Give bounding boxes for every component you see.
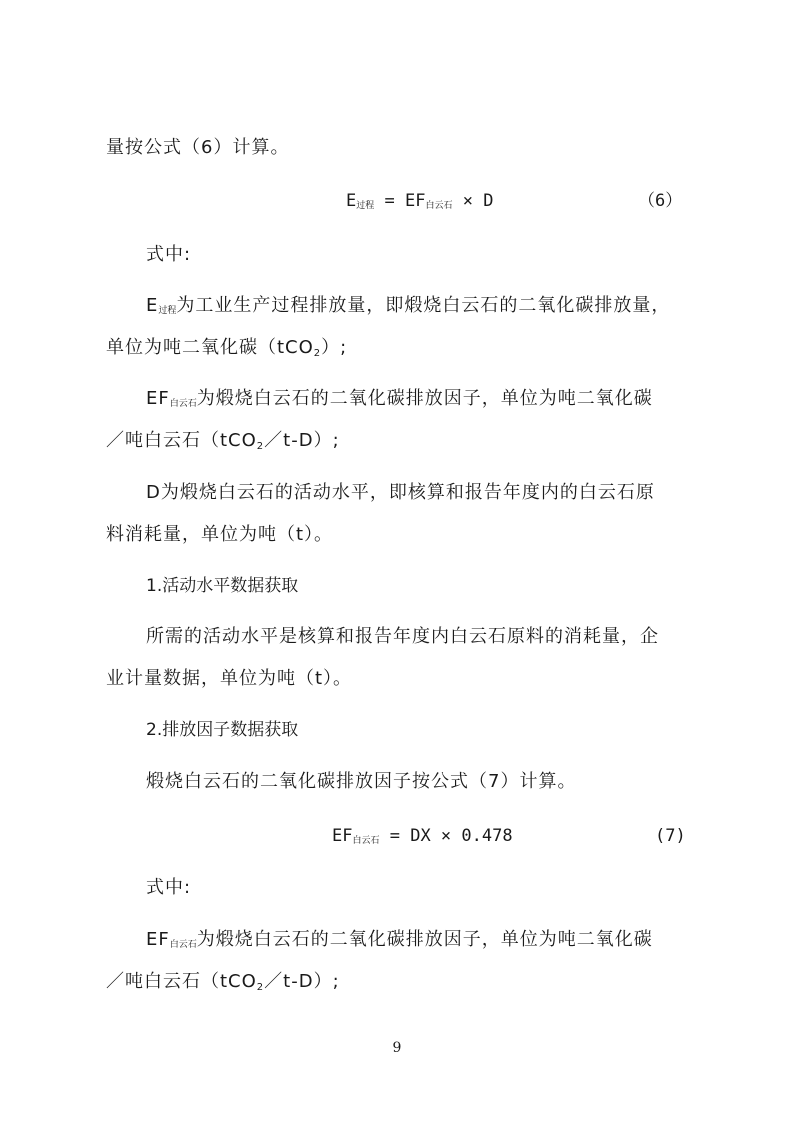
definition-text: 单位为吨二氧化碳（tCO [106,337,314,358]
where-label: 式中: [146,877,192,898]
formula-symbol: E [346,191,357,211]
formula-subscript: 白云石 [425,201,453,211]
formula-rest: × D [452,191,494,211]
definition-d-line1: D为煅烧白云石的活动水平，即核算和报告年度内的白云石原 [146,482,655,503]
paragraph-intro: 量按公式（6）计算。 [106,137,290,158]
section-heading-activity: 1.活动水平数据获取 [146,576,299,596]
paragraph-activity-line2: 业计量数据，单位为吨（t）。 [106,668,353,689]
paragraph-activity-line1: 所需的活动水平是核算和报告年度内白云石原料的消耗量，企 [146,626,659,647]
formula-subscript: 白云石 [352,836,380,846]
symbol: EF [146,929,170,950]
symbol-subscript: 白云石 [169,399,197,409]
definition-text: 为工业生产过程排放量，即煅烧白云石的二氧化碳排放量， [176,295,671,316]
formula-7 [332,824,513,853]
formula-symbol: EF [332,826,353,846]
formula-6 [346,189,493,218]
formula-rest: = DX × 0.478 [379,826,513,846]
chem-subscript: 2 [256,982,265,993]
where-label: 式中: [146,244,192,265]
page-number: 9 [392,1040,402,1056]
definition-text: 为煅烧白云石的二氧化碳排放因子，单位为吨二氧化碳 [196,929,653,950]
definition-text: ）; [321,337,348,358]
chem-subscript: 2 [313,348,322,359]
definition-ef-line1 [146,928,653,957]
definition-ef-line2 [106,429,340,459]
definition-e-process-line2 [106,336,347,366]
definition-text: ／吨白云石（tCO [106,971,257,992]
definition-text: 为煅烧白云石的二氧化碳排放因子，单位为吨二氧化碳 [196,388,653,409]
section-heading-factor: 2.排放因子数据获取 [146,720,299,740]
definition-ef-line2 [106,970,340,1000]
definition-ef-line1 [146,387,653,416]
definition-e-process-line1 [146,294,670,323]
formula-6-number: （6） [638,191,683,211]
formula-symbol: EF [404,191,426,211]
definition-text: ／t-D）; [264,430,340,451]
symbol-subscript: 白云石 [169,940,197,950]
symbol: E [146,295,159,316]
definition-d-line2: 料消耗量，单位为吨（t）。 [106,524,334,545]
definition-text: ／吨白云石（tCO [106,430,257,451]
formula-7-number: (7) [655,826,686,846]
symbol: EF [146,388,170,409]
formula-operator: = [374,191,405,211]
formula-subscript: 过程 [356,201,375,211]
chem-subscript: 2 [256,441,265,452]
symbol-subscript: 过程 [158,306,177,316]
paragraph-factor: 煅烧白云石的二氧化碳排放因子按公式（7）计算。 [146,771,577,792]
definition-text: ／t-D）; [264,971,340,992]
